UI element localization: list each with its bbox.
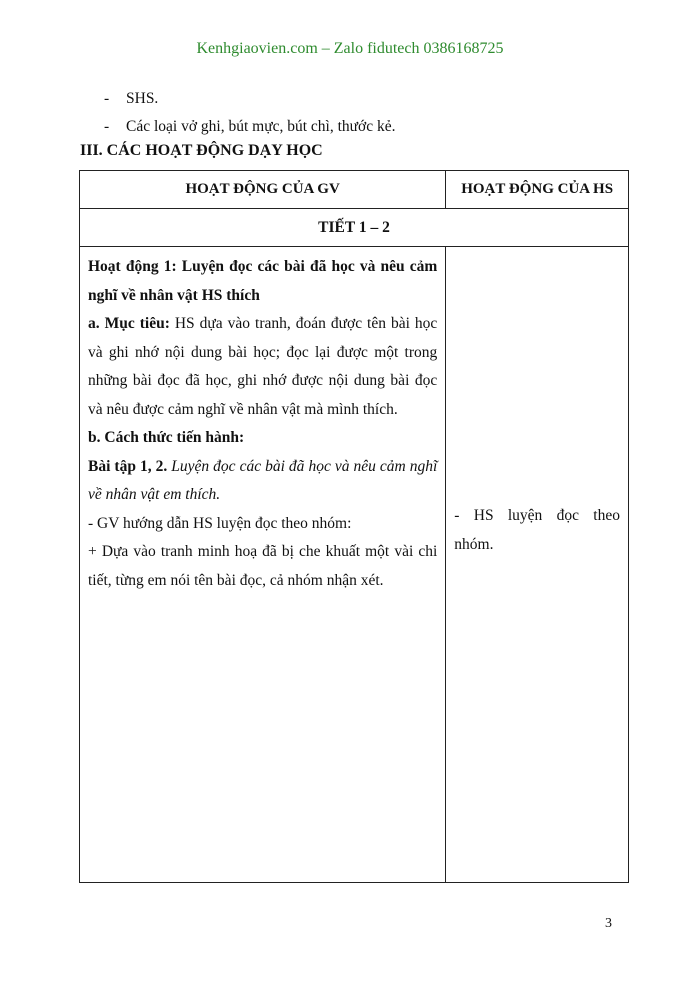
table-header-row xyxy=(80,171,629,209)
activity-table xyxy=(79,170,629,883)
gv-activity-cell xyxy=(80,247,446,883)
objective-paragraph xyxy=(88,310,437,424)
period-label: TIẾT 1 – 2 xyxy=(80,209,629,247)
step-text: - GV hướng dẫn HS luyện đọc theo nhóm: xyxy=(88,514,352,532)
header-site: Kenhgiaovien.com xyxy=(196,40,318,57)
column-header-gv: HOẠT ĐỘNG CỦA GV xyxy=(80,171,446,209)
list-item xyxy=(104,85,396,113)
list-item-text: SHS. xyxy=(126,90,159,107)
materials-list xyxy=(104,85,396,141)
method-label: b. Cách thức tiến hành: xyxy=(88,429,245,446)
list-item-text: Các loại vở ghi, bút mực, bút chì, thước kẻ. xyxy=(126,118,396,135)
step-text: + Dựa vào tranh minh hoạ đã bị che khuất một vài chi tiết, từng em nói tên bài đọc, cả nhóm nhận xét. xyxy=(88,543,438,589)
objective-text: HS dựa vào tranh, đoán được tên bài học và ghi nhớ nội dung bài học; đọc lại được một trong những bài đọc đã học, ghi nhớ được nội dung bài đọc và nêu được cảm nghĩ về nhân vật mà mình thích. xyxy=(88,315,438,418)
hs-response: - HS luyện đọc theo nhóm. xyxy=(454,507,620,553)
activity-title: Hoạt động 1: Luyện đọc các bài đã học và nêu cảm nghĩ về nhân vật HS thích xyxy=(88,258,438,304)
bullet-dash: - xyxy=(104,90,110,107)
exercise-text: Luyện đọc các bài đã học và nêu cảm nghĩ về nhân vật em thích. xyxy=(88,457,438,503)
gv-content xyxy=(80,247,445,595)
bullet-dash: - xyxy=(104,118,110,135)
header-contact: Zalo fidutech 0386168725 xyxy=(333,40,504,57)
list-item xyxy=(104,113,396,141)
exercise-paragraph xyxy=(88,453,437,510)
objective-label: a. Mục tiêu: xyxy=(88,315,170,332)
header-separator: – xyxy=(317,40,334,57)
column-header-hs: HOẠT ĐỘNG CỦA HS xyxy=(446,171,629,209)
page-header xyxy=(0,40,700,58)
table-row xyxy=(80,209,629,247)
table-row xyxy=(80,247,629,883)
section-title: III. CÁC HOẠT ĐỘNG DẠY HỌC xyxy=(80,142,323,159)
page-number: 3 xyxy=(605,916,612,931)
hs-activity-cell xyxy=(446,247,629,883)
exercise-label: Bài tập 1, 2. xyxy=(88,457,168,475)
